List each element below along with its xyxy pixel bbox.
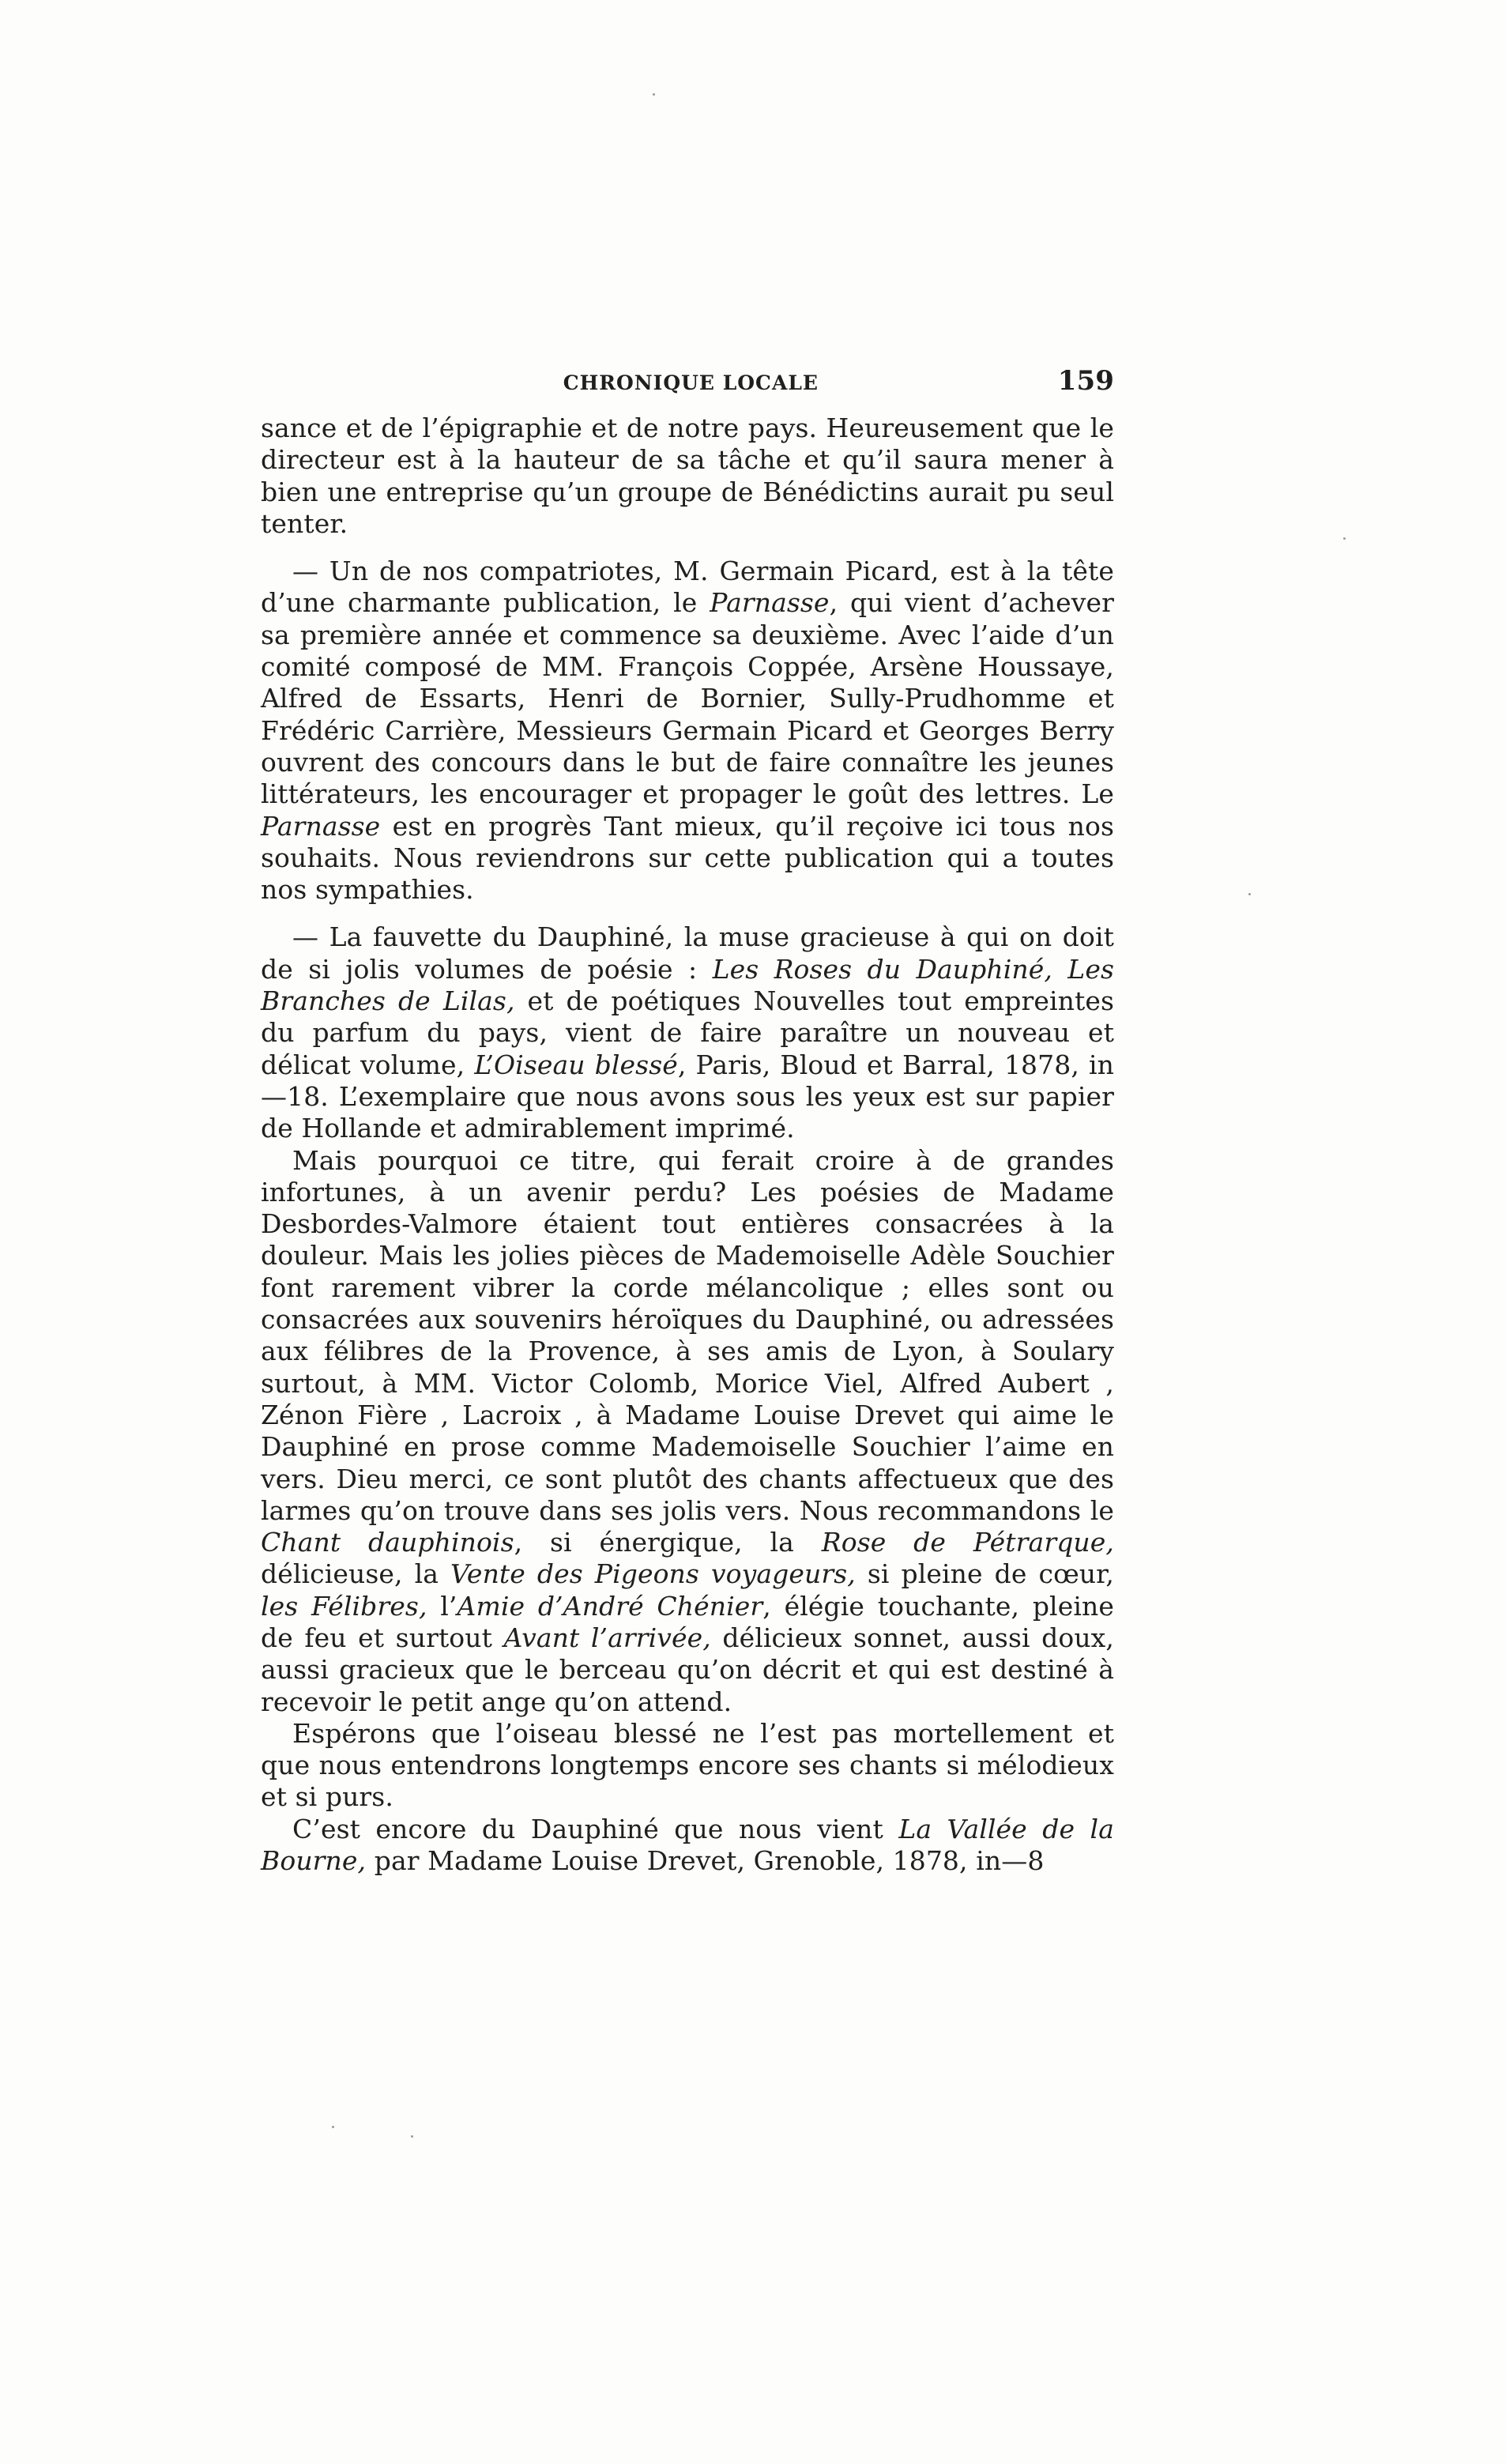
text-run: — La fauvette du Dauphiné, la muse gracieuse à qui on doit de si jolis volumes de poésie : [261, 921, 1114, 985]
page-number: 159 [1057, 365, 1114, 397]
paragraph-p5 [261, 1718, 1114, 1814]
text-run: , Paris, Bloud et Barral, 1878, in—18. L’exemplaire que nous avons sous les yeux est sur papier de Hollande et admirablement imprimé. [261, 1049, 1114, 1144]
italic-title: Avant l’arrivée, [503, 1622, 711, 1653]
text-run: — Un de nos compatriotes, M. Germain Picard, est à la tête d’une charmante publication, le [261, 556, 1114, 619]
text-column [261, 413, 1114, 1877]
paragraph-p4 [261, 1145, 1114, 1718]
paragraph-p2 [261, 556, 1114, 906]
italic-title: Rose de Pétrarque, [821, 1527, 1114, 1558]
paper-speck [1248, 893, 1251, 895]
paragraph-p1 [261, 413, 1114, 540]
running-title: CHRONIQUE LOCALE [563, 371, 819, 394]
text-run: est en progrès Tant mieux, qu’il reçoive ici tous nos souhaits. Nous reviendrons sur cette publication qui a toutes nos sympathies. [261, 810, 1114, 906]
italic-title: Parnasse [710, 587, 830, 619]
paper-speck [411, 2135, 413, 2138]
text-run: si pleine de cœur, [855, 1558, 1114, 1590]
text-run: et de poétiques Nouvelles tout empreintes du parfum du pays, vient de faire paraître un nouveau et délicat volume, [261, 985, 1114, 1080]
text-run: , qui vient d’achever sa première année et commence sa deuxième. Avec l’aide d’un comité composé de MM. François Coppée, Arsène Houssaye, Alfred de Essarts, Henri de Bornier, Sully-Prudhomme et Frédéric Carrière, Messieurs Germain Picard et Georges Berry ouvrent des concours dans le but de faire connaître les jeunes littérateurs, les encourager et propager le goût des lettres. Le [261, 587, 1115, 810]
italic-title: Vente des Pigeons voyageurs, [450, 1558, 856, 1590]
italic-title: La Vallée de la Bourne, [261, 1813, 1114, 1877]
italic-title: Amie d’André Chénier [457, 1590, 763, 1622]
italic-title: Parnasse [261, 810, 381, 842]
italic-title: Les Roses du Dauphiné, Les Branches de Lilas, [261, 953, 1114, 1017]
paragraph-p3 [261, 921, 1114, 1144]
page-body [261, 365, 1114, 1877]
text-run: l’ [427, 1590, 457, 1622]
text-run: , si énergique, la [514, 1527, 822, 1558]
text-run: délicieuse, la [261, 1558, 451, 1590]
paragraph-p6 [261, 1814, 1114, 1878]
italic-title: L’Oiseau blessé [474, 1049, 678, 1080]
running-head [261, 365, 1114, 413]
text-run: C’est encore du Dauphiné que nous vient [292, 1813, 899, 1844]
paper-speck [1343, 537, 1346, 540]
paper-speck [332, 2126, 334, 2128]
italic-title: Chant dauphinois [261, 1527, 514, 1558]
text-run: sance et de l’épigraphie et de notre pays. Heureusement que le directeur est à la hauteur de sa tâche et qu’il saura mener à bien une entreprise qu’un groupe de Bénédictins aurait pu seul tenter. [261, 413, 1114, 539]
paper-speck [653, 93, 655, 96]
italic-title: les Félibres, [261, 1590, 427, 1622]
text-run: Mais pourquoi ce titre, qui ferait croire à de grandes infortunes, à un avenir perdu? Les poésies de Madame Desbordes-Valmore étaient tout entières consacrées à la douleur. Mais les jolies pièces de Mademoiselle Adèle Souchier font rarement vibrer la corde mélancolique ; elles sont ou consacrées aux souvenirs héroïques du Dauphiné, ou adressées aux félibres de la Provence, à ses amis de Lyon, à Soulary surtout, à MM. Victor Colomb, Morice Viel, Alfred Aubert , Zénon Fière , Lacroix , à Madame Louise Drevet qui aime le Dauphiné en prose comme Mademoiselle Souchier l’aime en vers. Dieu merci, ce sont plutôt des chants affectueux que des larmes qu’on trouve dans ses jolis vers. Nous recommandons le [261, 1144, 1114, 1526]
text-run: délicieux sonnet, aussi doux, aussi gracieux que le berceau qu’on décrit et qui est destiné à recevoir le petit ange qu’on attend. [261, 1622, 1114, 1717]
text-run: Espérons que l’oiseau blessé ne l’est pas mortellement et que nous entendrons longtemps encore ses chants si mélodieux et si purs. [261, 1717, 1114, 1813]
text-run: par Madame Louise Drevet, Grenoble, 1878, in—8 [366, 1845, 1045, 1877]
text-run: , élégie touchante, pleine de feu et surtout [261, 1590, 1114, 1653]
